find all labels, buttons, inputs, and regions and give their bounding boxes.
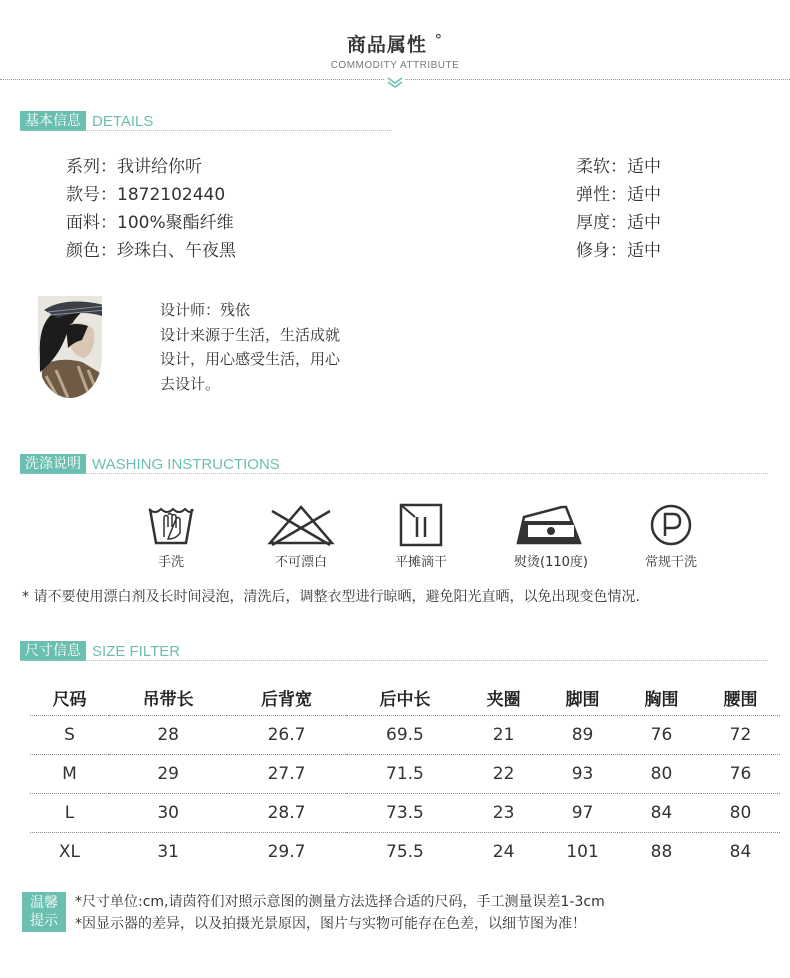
tips-line: *因显示器的差异，以及拍摄光景原因，图片与实物可能存在色差，以细节图为准！ (75, 916, 586, 932)
table-cell: 101 (566, 841, 599, 862)
attr-fit: 修身：适中 (576, 241, 661, 261)
table-cell: S (30, 715, 109, 754)
details-en: DETAILS (92, 112, 154, 130)
col-header: 脚围 (543, 680, 622, 715)
table-cell: 97 (543, 793, 622, 832)
wash-label: 不可漂白 (274, 555, 327, 570)
attr-elasticity: 弹性：适中 (576, 185, 661, 205)
table-cell: 80 (622, 754, 701, 793)
table-cell: 21 (464, 715, 543, 754)
table-cell: 84 (622, 793, 701, 832)
designer-intro (160, 298, 340, 396)
flat-drip-dry-icon (399, 503, 443, 547)
col-header: 尺码 (30, 680, 109, 715)
size-tag: 尺寸信息 (20, 641, 86, 661)
table-cell: XL (58, 841, 81, 862)
wash-label: 常规干洗 (644, 555, 697, 570)
hand-wash-icon (146, 503, 196, 547)
washing-divider (20, 473, 768, 474)
table-row (30, 793, 780, 832)
table-cell: 31 (157, 841, 179, 862)
col-header: 后中长 (346, 680, 464, 715)
tips-tag (22, 892, 66, 932)
attr-style-no: 款号：1872102440 (66, 185, 226, 205)
header-title: 商品属性 ° (346, 31, 444, 56)
col-header: 胸围 (622, 680, 701, 715)
table-cell: 69.5 (346, 715, 464, 754)
table-cell: 28 (109, 715, 227, 754)
washing-note: * 请不要使用漂白剂及长时间浸泡，清洗后，调整衣型进行晾晒，避免阳光直晒，以免出现变色情况. (22, 589, 640, 605)
header-subtitle: COMMODITY ATTRIBUTE (330, 60, 460, 71)
table-cell: 29.7 (267, 841, 306, 862)
size-divider (20, 660, 768, 661)
details-left-list (66, 153, 236, 265)
table-cell: 26.7 (227, 715, 345, 754)
attr-color: 颜色：珍珠白、午夜黑 (66, 241, 236, 261)
table-row (30, 754, 780, 793)
table-cell: M (30, 754, 109, 793)
table-cell: L (30, 793, 109, 832)
designer-name: 设计师：残依 (160, 301, 251, 319)
table-cell: 29 (109, 754, 227, 793)
table-cell: 30 (109, 793, 227, 832)
table-cell: 73.5 (346, 793, 464, 832)
washing-tag: 洗涤说明 (20, 454, 86, 474)
table-cell: 75.5 (386, 841, 424, 862)
no-bleach-icon (266, 503, 336, 547)
col-header: 后背宽 (227, 680, 345, 715)
attr-fabric: 面料：100%聚酯纤维 (66, 213, 234, 233)
wash-label: 熨烫(110度) (514, 555, 588, 570)
table-cell: 72 (701, 715, 780, 754)
wash-dry-clean (626, 503, 716, 570)
col-header: 夹圈 (464, 680, 543, 715)
table-row (30, 715, 780, 754)
details-tag: 基本信息 (20, 111, 86, 131)
table-cell: 89 (543, 715, 622, 754)
attr-thickness: 厚度：适中 (576, 213, 661, 233)
col-header: 吊带长 (109, 680, 227, 715)
washing-en: WASHING INSTRUCTIONS (92, 455, 280, 473)
size-table-header (30, 680, 780, 715)
table-cell: 93 (543, 754, 622, 793)
dry-clean-icon (649, 503, 693, 547)
wash-iron (506, 503, 596, 570)
details-heading (20, 111, 153, 131)
wash-flat-dry (376, 503, 466, 570)
wash-label: 手洗 (157, 555, 184, 570)
designer-line: 去设计。 (160, 374, 221, 393)
attr-series: 系列：我讲给你听 (66, 157, 202, 177)
col-header: 腰围 (701, 680, 780, 715)
size-en: SIZE FILTER (92, 642, 181, 660)
wash-no-bleach (256, 503, 346, 570)
designer-avatar (38, 296, 102, 398)
table-cell: 84 (729, 841, 752, 862)
details-divider (20, 130, 392, 131)
chevron-down-icon (385, 75, 405, 89)
tips-tag-line: 温馨 (30, 895, 58, 911)
table-cell: 22 (464, 754, 543, 793)
designer-line: 设计来源于生活，生活成就 (160, 325, 341, 344)
table-cell: 88 (650, 841, 673, 862)
table-cell: 76 (701, 754, 780, 793)
table-cell: 28.7 (227, 793, 345, 832)
table-row (30, 832, 780, 871)
tips-line: *尺寸单位:cm,请茵符们对照示意图的测量方法选择合适的尺码，手工测量误差1-3cm (75, 894, 605, 910)
iron-icon (514, 503, 588, 547)
wash-hand (126, 503, 216, 570)
table-cell: 27.7 (227, 754, 345, 793)
table-cell: 80 (701, 793, 780, 832)
details-right-list (576, 153, 661, 265)
tips-text (75, 891, 605, 935)
attr-softness: 柔软：适中 (576, 157, 661, 177)
table-cell: 76 (622, 715, 701, 754)
table-cell: 71.5 (346, 754, 464, 793)
table-cell: 24 (492, 841, 515, 862)
wash-label: 平摊滴干 (394, 555, 447, 570)
table-cell: 23 (464, 793, 543, 832)
tips-tag-line: 提示 (30, 913, 58, 929)
washing-heading (20, 454, 280, 474)
size-heading (20, 641, 180, 661)
designer-line: 设计，用心感受生活，用心 (160, 350, 341, 368)
size-table (30, 680, 780, 871)
section-header (0, 30, 790, 71)
